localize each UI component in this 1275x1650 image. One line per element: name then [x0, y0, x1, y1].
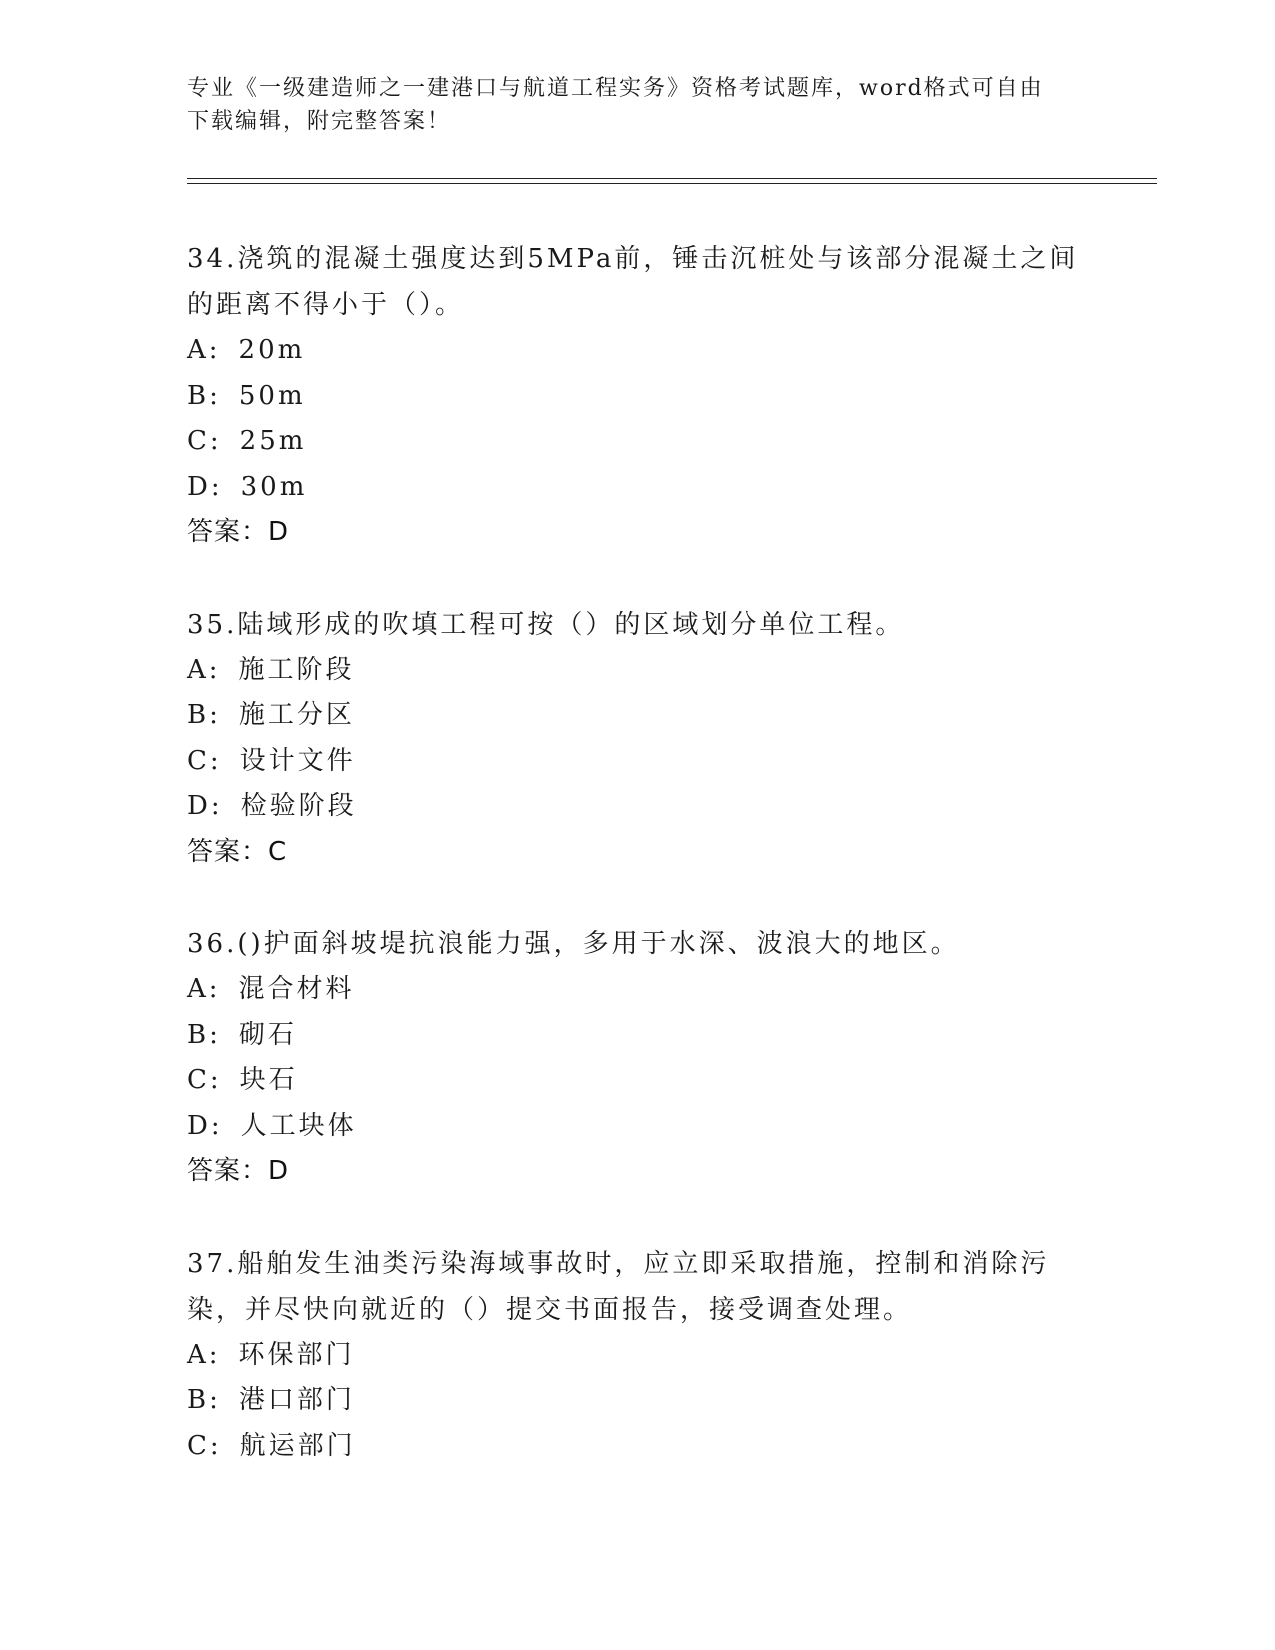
option-letter: C: — [187, 1065, 222, 1095]
option-text: 港口部门 — [238, 1385, 355, 1415]
option-letter: B: — [187, 1385, 221, 1415]
answer-line: 答案：D — [187, 517, 290, 547]
question-list — [187, 236, 1087, 1515]
option-text: 30m — [240, 471, 308, 502]
option-c — [187, 419, 1087, 465]
option-letter: B: — [187, 700, 221, 730]
option-letter: B: — [187, 1019, 221, 1050]
question-37 — [187, 1241, 1087, 1470]
option-a — [187, 328, 1087, 374]
option-c — [187, 1058, 1087, 1104]
option-text: 20m — [238, 335, 306, 365]
option-a — [187, 967, 1087, 1013]
answer-line: 答案：C — [187, 836, 288, 867]
option-c — [187, 739, 1087, 785]
question-text: 35.陆域形成的吹填工程可按（）的区域划分单位工程。 — [187, 609, 905, 640]
header-divider-bottom — [187, 183, 1157, 184]
option-b — [187, 1378, 1087, 1424]
option-b — [187, 1013, 1087, 1059]
answer-line: 答案：D — [187, 1156, 290, 1186]
option-text: 砌石 — [238, 1019, 297, 1050]
option-text: 混合材料 — [238, 974, 355, 1004]
document-header — [187, 72, 1067, 138]
question-35 — [187, 602, 1087, 876]
option-letter: D: — [187, 471, 223, 502]
option-text: 设计文件 — [239, 745, 356, 776]
option-text: 环保部门 — [238, 1339, 355, 1370]
option-letter: A: — [187, 1339, 221, 1370]
option-letter: D: — [187, 791, 223, 821]
header-intro-text: 专业《一级建造师之一建港口与航道工程实务》资格考试题库，word格式可自由下载编辑，附完整答案！ — [187, 76, 1044, 134]
option-a — [187, 1333, 1087, 1379]
header-divider-top — [187, 178, 1157, 179]
option-text: 50m — [238, 380, 306, 411]
option-text: 航运部门 — [239, 1430, 356, 1461]
option-d — [187, 1104, 1087, 1150]
question-text: 37.船舶发生油类污染海域事故时，应立即采取措施，控制和消除污染，并尽快向就近的（）提交书面报告，接受调查处理。 — [187, 1248, 1050, 1325]
option-letter: B: — [187, 380, 221, 411]
question-text: 34.浇筑的混凝土强度达到5MPa前，锤击沉桩处与该部分混凝土之间的距离不得小于（）。 — [187, 244, 1079, 320]
option-d — [187, 784, 1087, 830]
option-letter: D: — [187, 1110, 223, 1141]
question-34 — [187, 236, 1087, 556]
option-b — [187, 374, 1087, 420]
option-text: 块石 — [239, 1065, 298, 1095]
option-text: 施工阶段 — [238, 654, 355, 685]
option-letter: A: — [187, 654, 221, 685]
question-36 — [187, 921, 1087, 1195]
option-letter: C: — [187, 745, 222, 776]
option-letter: A: — [187, 974, 221, 1004]
option-text: 人工块体 — [240, 1110, 357, 1141]
option-a — [187, 648, 1087, 694]
option-text: 检验阶段 — [240, 791, 357, 821]
option-letter: A: — [187, 335, 221, 365]
option-text: 施工分区 — [238, 700, 355, 730]
option-letter: C: — [187, 426, 222, 456]
option-text: 25m — [239, 426, 307, 456]
option-b — [187, 693, 1087, 739]
option-c — [187, 1424, 1087, 1470]
option-letter: C: — [187, 1430, 222, 1461]
question-text: 36.()护面斜坡堤抗浪能力强，多用于水深、波浪大的地区。 — [187, 929, 960, 959]
option-d — [187, 465, 1087, 511]
